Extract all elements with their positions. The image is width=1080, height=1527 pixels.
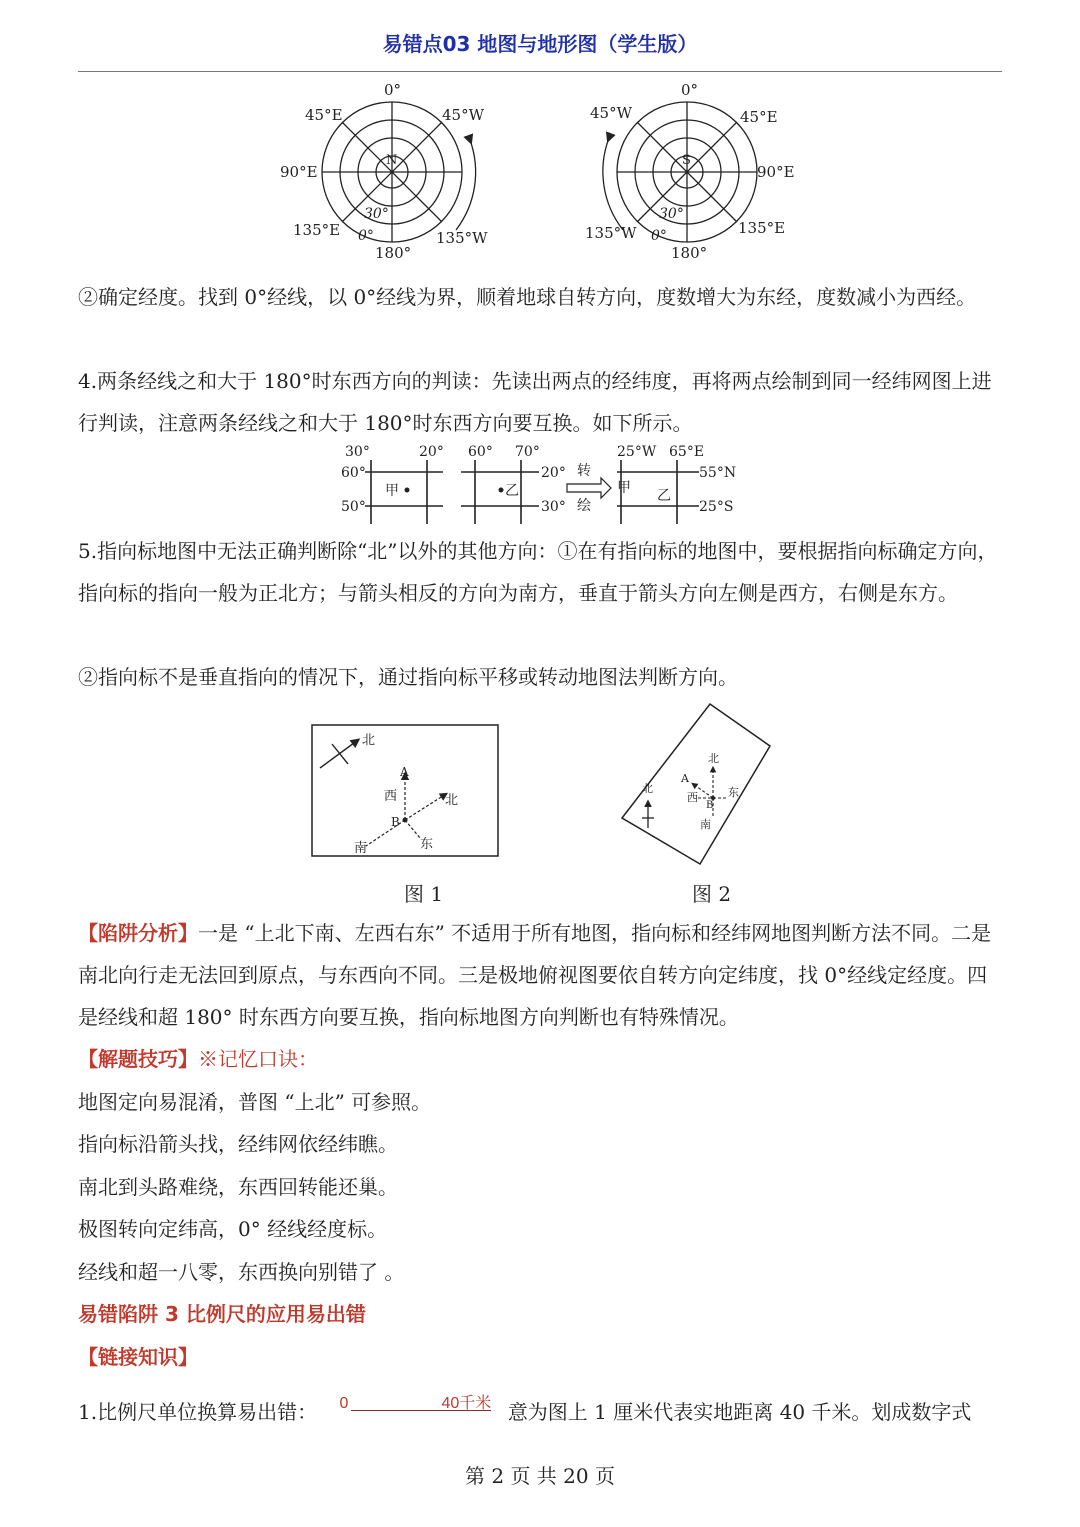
page-footer: 第 2 页 共 20 页 xyxy=(465,1464,615,1488)
paragraph-rule-4: 4.两条经线之和大于 180°时东西方向的判读：先读出两点的经纬度，再将两点绘制到同一经纬网图上进行判读，注意两条经线之和大于 180°时东西方向要互换。如下所示。 xyxy=(78,369,992,435)
fig2-west: 西 xyxy=(687,791,698,804)
rhyme-line-3: 南北到头路难绕，东西回转能还巢。 xyxy=(78,1175,398,1199)
header-rule xyxy=(78,71,1002,72)
polar-n-pole: N xyxy=(386,153,398,168)
scale-prefix: 1.比例尺单位换算易出错： xyxy=(78,1400,318,1424)
paragraph-longitude: ②确定经度。找到 0°经线，以 0°经线为界，顺着地球自转方向，度数增大为东经，度数减小为西经。 xyxy=(78,285,977,309)
grid-b-top1: 60° xyxy=(468,444,493,460)
grid-a-top2: 20° xyxy=(419,444,444,460)
paragraph-rotate: ②指向标不是垂直指向的情况下，通过指向标平移或转动地图法判断方向。 xyxy=(78,665,738,689)
polar-n-tl: 45°E xyxy=(305,106,343,124)
polar-s-bl: 135°W xyxy=(585,224,637,242)
polar-s-tl: 45°W xyxy=(590,104,633,122)
fig1-north: 北 xyxy=(362,733,376,748)
rhyme-line-1: 地图定向易混淆，普图 “上北” 可参照。 xyxy=(78,1090,432,1114)
trap-analysis xyxy=(78,912,1002,1038)
fig2-b: B xyxy=(706,800,714,811)
fig1-b: B xyxy=(391,815,400,829)
polar-n-ml: 90°E xyxy=(280,163,318,181)
tips-heading xyxy=(78,1044,1002,1074)
section-heading-3: 易错陷阱 3 比例尺的应用易出错 xyxy=(78,1302,366,1326)
polar-n-top: 0° xyxy=(384,81,402,99)
link-knowledge-label: 【链接知识】 xyxy=(78,1345,198,1369)
figure-1-map xyxy=(310,722,502,860)
scale-suffix: 意为图上 1 厘米代表实地距离 40 千米。划成数字式 xyxy=(507,1400,972,1424)
polar-s-lat: 30° xyxy=(659,206,684,222)
fig1-east: 东 xyxy=(420,837,434,852)
fig1-north2: 北 xyxy=(445,793,459,808)
tips-memo: ※记忆口诀： xyxy=(198,1047,318,1071)
scale-zero: 0 xyxy=(339,1395,349,1412)
trap-text: 一是 “上北下南、左西右东” 不适用于所有地图，指向标和经纬网地图判断方法不同。二是南北向行走无法回到原点，与东西向不同。三是极地俯视图要依自转方向定纬度，找 0°经线定经度。四是经线和超 180° 时东西方向要互换，指向标地图方向判断也有特殊情况。 xyxy=(78,921,992,1029)
polar-n-inner0: 0° xyxy=(358,228,374,244)
polar-diagram-north xyxy=(270,80,520,270)
trap-label: 【陷阱分析】 xyxy=(78,921,198,945)
latlong-grid-diagram xyxy=(335,440,755,530)
grid-arrow-bottom: 绘 xyxy=(577,498,591,514)
polar-n-lat: 30° xyxy=(364,206,389,222)
tips-label: 【解题技巧】 xyxy=(78,1047,198,1071)
grid-arrow-top: 转 xyxy=(577,463,591,479)
figure-2-map xyxy=(618,702,778,868)
grid-c-right1: 55°N xyxy=(699,465,737,481)
polar-n-tr: 45°W xyxy=(442,106,485,124)
polar-s-mr: 90°E xyxy=(757,163,795,181)
grid-a-left2: 50° xyxy=(341,499,366,515)
polar-s-pole: S xyxy=(682,153,691,168)
fig1-south: 南 xyxy=(354,841,368,856)
polar-n-bl: 135°E xyxy=(293,221,341,239)
fig2-a: A xyxy=(681,772,689,785)
scale-end: 40千米 xyxy=(441,1395,492,1412)
fig2-north-top: 北 xyxy=(708,752,719,765)
grid-a-top1: 30° xyxy=(345,444,370,460)
fig2-south: 南 xyxy=(700,818,711,831)
scale-bar xyxy=(323,1397,501,1427)
polar-diagram-south xyxy=(565,80,815,270)
polar-s-br: 135°E xyxy=(738,219,786,237)
grid-b-point: 乙 xyxy=(505,483,519,499)
polar-s-inner0: 0° xyxy=(651,228,667,244)
page-header: 易错点03 地图与地形图（学生版） xyxy=(382,32,698,56)
paragraph-rule-5: 5.指向标地图中无法正确判断除“北”以外的其他方向：①在有指向标的地图中，要根据指向标确定方向，指向标的指向一般为正北方；与箭头相反的方向为南方，垂直于箭头方向左侧是西方，右侧是东方。 xyxy=(78,539,998,605)
polar-s-top: 0° xyxy=(681,81,699,99)
polar-s-tr: 45°E xyxy=(740,108,778,126)
fig2-north-left: 北 xyxy=(642,782,653,795)
rhyme-line-4: 极图转向定纬高，0° 经线经度标。 xyxy=(78,1217,388,1241)
grid-b-top2: 70° xyxy=(515,444,540,460)
grid-c-top1: 25°W xyxy=(617,444,657,460)
polar-s-bottom: 180° xyxy=(671,244,708,262)
grid-b-right1: 20° xyxy=(541,465,566,481)
grid-b-right2: 30° xyxy=(541,499,566,515)
grid-c-top2: 65°E xyxy=(669,444,705,460)
fig1-a: A xyxy=(400,765,409,779)
grid-a-left1: 60° xyxy=(341,465,366,481)
polar-n-bottom: 180° xyxy=(375,244,412,262)
figure-2-caption: 图 2 xyxy=(692,882,732,906)
grid-c-right2: 25°S xyxy=(699,499,734,515)
grid-c-p2: 乙 xyxy=(657,488,671,504)
grid-c-p1: 甲 xyxy=(617,480,631,496)
scale-line xyxy=(78,1397,1002,1427)
rhyme-line-5: 经线和超一八零，东西换向别错了 。 xyxy=(78,1260,405,1284)
fig1-west: 西 xyxy=(384,789,398,804)
grid-a-point: 甲 xyxy=(385,483,399,499)
polar-n-br: 135°W xyxy=(436,229,488,247)
rhyme-line-2: 指向标沿箭头找，经纬网依经纬瞧。 xyxy=(78,1132,398,1156)
fig2-east: 东 xyxy=(728,786,739,799)
figure-1-caption: 图 1 xyxy=(404,882,444,906)
